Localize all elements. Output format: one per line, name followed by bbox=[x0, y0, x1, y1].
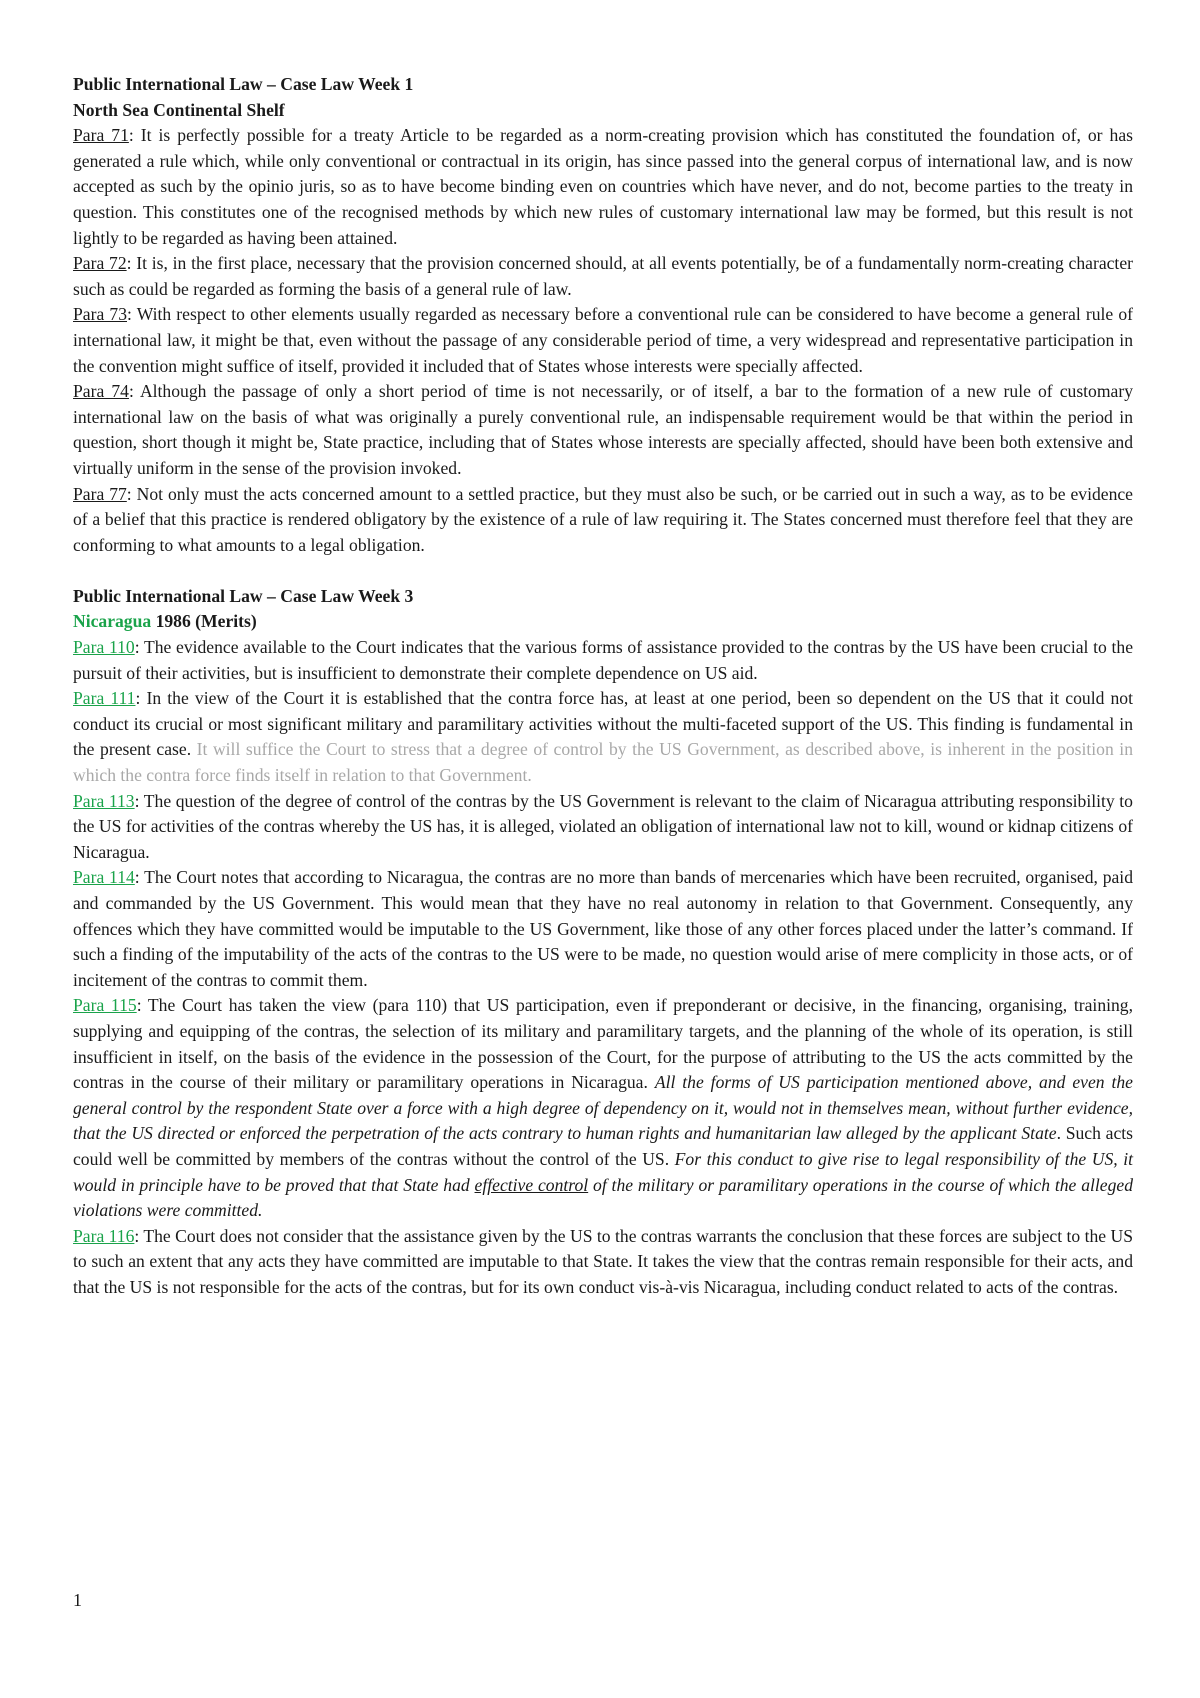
case-suffix: 1986 (Merits) bbox=[151, 611, 257, 632]
para-ref: Para 72 bbox=[73, 253, 127, 274]
italic-part: For this conduct to give rise to legal responsibility of the US, it would in principle have to be proved that that State had bbox=[73, 1148, 1133, 1195]
para-116 bbox=[73, 1224, 1133, 1301]
para-text-muted: It will suffice the Court to stress that a degree of control by the US Government, as described above, is inherent in the position in which the contra force finds itself in relation to that Government. bbox=[73, 739, 1133, 786]
section-heading-week1: Public International Law – Case Law Week 1 bbox=[73, 74, 414, 94]
effective-control-term: effective control bbox=[474, 1174, 589, 1195]
para-114 bbox=[73, 865, 1133, 993]
para-ref: Para 116 bbox=[73, 1225, 135, 1246]
para-ref: Para 111 bbox=[73, 688, 136, 709]
para-text: : With respect to other elements usually regarded as necessary before a conventional rule can be considered to have become a general rule of international law, it might be that, even without the passage of any considerable period of time, a very widespread and representative participation in the convention might suffice of itself, provided it included that of States whose interests were specially affected. bbox=[73, 304, 1133, 376]
para-text: : In the view of the Court it is established that the contra force has, at least at one period, been so dependent on the US that it could not conduct its crucial or most significant military and paramilitary activities without the multi-faceted support of the US. This finding is fundamental in the present case. bbox=[73, 688, 1133, 760]
para-ref: Para 113 bbox=[73, 790, 135, 811]
para-text: : It is, in the first place, necessary that the provision concerned should, at all events potentially, be of a fundamentally norm-creating character such as could be regarded as forming the basis of a general rule of law. bbox=[73, 253, 1133, 299]
para-ref: Para 114 bbox=[73, 867, 135, 888]
para-text: : The Court does not consider that the assistance given by the US to the contras warrants the conclusion that these forces are subject to the US to such an extent that any acts they have committed are imputable to that State. It takes the view that the contras remain responsible for their acts, and that the US is not responsible for the acts of the contras, but for its own conduct vis-à-vis Nicaragua, including conduct related to acts of the contras. bbox=[73, 1225, 1133, 1297]
para-text: : Although the passage of only a short period of time is not necessarily, or of itself, a bar to the formation of a new rule of customary international law on the basis of what was originally a purely conventional rule, an indispensable requirement would be that within the period in question, short though it might be, State practice, including that of States whose interests are specially affected, should have been both extensive and virtually uniform in the sense of the provision invoked. bbox=[73, 381, 1133, 478]
para-ref: Para 74 bbox=[73, 381, 129, 402]
para-ref: Para 110 bbox=[73, 637, 135, 658]
para-72 bbox=[73, 251, 1133, 302]
para-74 bbox=[73, 379, 1133, 481]
para-ref: Para 77 bbox=[73, 483, 127, 504]
para-111 bbox=[73, 686, 1133, 788]
para-77 bbox=[73, 482, 1133, 559]
section-heading-week3: Public International Law – Case Law Week 3 bbox=[73, 585, 414, 606]
para-ref: Para 73 bbox=[73, 304, 127, 325]
page-number: 1 bbox=[73, 1590, 82, 1610]
case-title-north-sea: North Sea Continental Shelf bbox=[73, 99, 285, 120]
case-title-nicaragua bbox=[73, 609, 1133, 635]
para-ref: Para 71 bbox=[73, 125, 129, 146]
para-text: : The question of the degree of control of the contras by the US Government is relevant to the claim of Nicaragua attributing responsibility to the US for activities of the contras whereby the US has, it is alleged, violated an obligation of international law not to kill, wound or kidnap citizens of Nicaragua. bbox=[73, 790, 1133, 862]
para-text-italic: All the forms of US participation mentioned above, and even the general control by the respondent State over a force with a high degree of dependency on it, would not in themselves mean, without further evidence, that the US directed or enforced the perpetration of the acts contrary to human rights and humanitarian law alleged by the applicant State bbox=[73, 1072, 1133, 1144]
para-text: . Such acts could well be committed by members of the contras without the control of the US. bbox=[73, 1123, 1133, 1169]
para-115 bbox=[73, 993, 1133, 1223]
para-73 bbox=[73, 302, 1133, 379]
para-ref: Para 115 bbox=[73, 995, 137, 1016]
para-text: : It is perfectly possible for a treaty Article to be regarded as a norm-creating provision which has constituted the foundation of, or has generated a rule which, while only conventional or contractual in its origin, has since passed into the general corpus of international law, and is now accepted as such by the opinio juris, so as to have become binding even on countries which have never, and do not, become parties to the treaty in question. This constitutes one of the recognised methods by which new rules of customary international law may be formed, but this result is not lightly to be regarded as having been attained. bbox=[73, 125, 1133, 248]
italic-part: of the military or paramilitary operations in the course of which the alleged violations were committed. bbox=[73, 1174, 1133, 1221]
para-110 bbox=[73, 635, 1133, 686]
section-spacer bbox=[73, 558, 1133, 584]
case-name: Nicaragua bbox=[73, 611, 152, 632]
para-text: : The evidence available to the Court indicates that the various forms of assistance provided to the contras by the US have been crucial to the pursuit of their activities, but is insufficient to demonstrate their complete dependence on US aid. bbox=[73, 637, 1133, 683]
para-71 bbox=[73, 123, 1133, 251]
para-113 bbox=[73, 789, 1133, 866]
para-text: : The Court has taken the view (para 110) that US participation, even if preponderant or decisive, in the financing, organising, training, supplying and equipping of the contras, the selection of its military and paramilitary targets, and the planning of the whole of its operation, is still insufficient in itself, on the basis of the evidence in the possession of the Court, for the purpose of attributing to the US the acts committed by the contras in the course of their military or paramilitary operations in Nicaragua. bbox=[73, 995, 1133, 1093]
document-page bbox=[73, 72, 1133, 1301]
para-text: : Not only must the acts concerned amount to a settled practice, but they must also be such, or be carried out in such a way, as to be evidence of a belief that this practice is rendered obligatory by the existence of a rule of law requiring it. The States concerned must therefore feel that they are conforming to what amounts to a legal obligation. bbox=[73, 483, 1133, 555]
para-text: : The Court notes that according to Nicaragua, the contras are no more than bands of mercenaries which have been recruited, organised, paid and commanded by the US Government. This would mean that they have no real autonomy in relation to that Government. Consequently, any offences which they have committed would be imputable to the US Government, like those of any other forces placed under the latter’s command. If such a finding of the imputability of the acts of the contras to the US were to be made, no question would arise of mere complicity in those acts, or of incitement of the contras to commit them. bbox=[73, 867, 1133, 990]
